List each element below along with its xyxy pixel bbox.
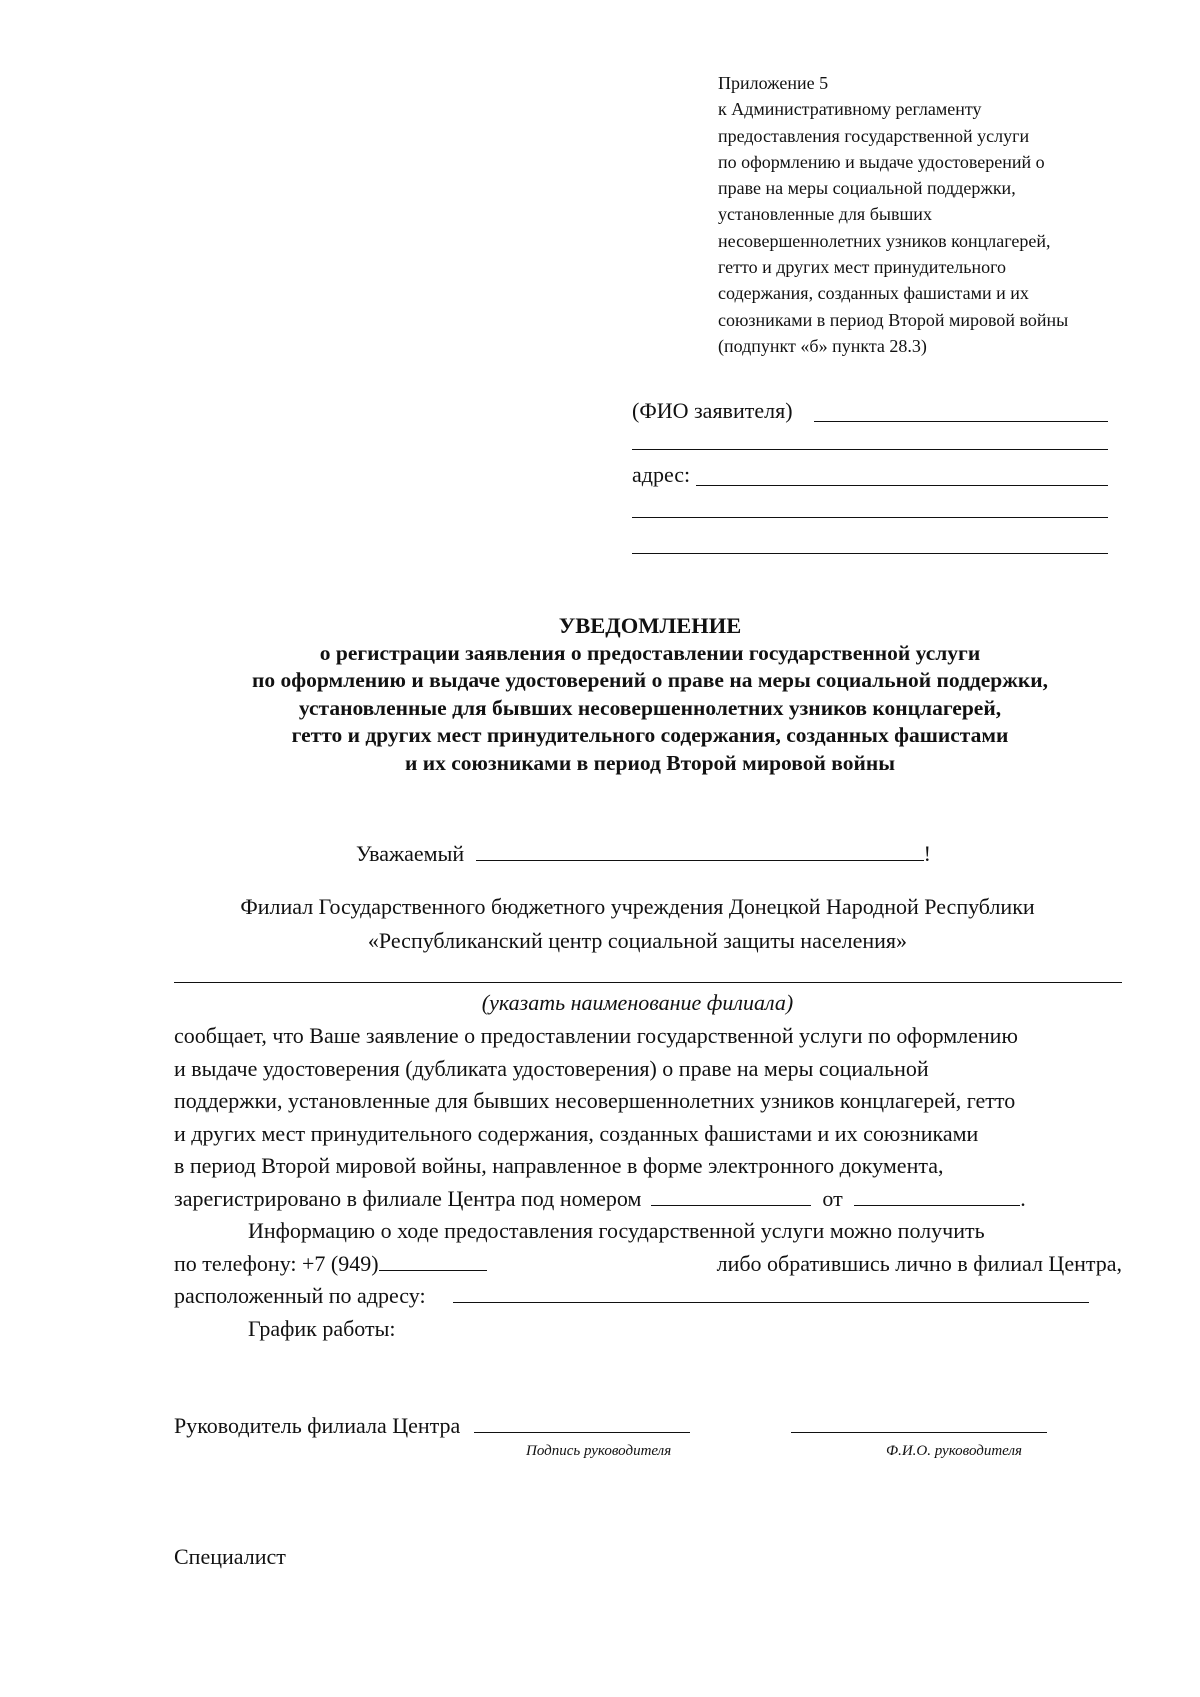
appendix-line: к Административному регламенту xyxy=(718,99,982,120)
branch-name-note: (указать наименование филиала) xyxy=(481,990,794,1015)
schedule-label: График работы: xyxy=(248,1315,396,1341)
recipient-name-field[interactable] xyxy=(476,838,924,861)
appendix-line: (подпункт «б» пункта 28.3) xyxy=(718,335,927,356)
applicant-address-field-3[interactable] xyxy=(632,553,1108,554)
body-line-text: сообщает, что Ваше заявление о предоставлении государственной услуги по оформлению xyxy=(174,1023,1018,1048)
greeting-end: ! xyxy=(923,841,931,866)
body-line-text: и других мест принудительного содержания, созданных фашистами и их союзниками xyxy=(174,1120,979,1146)
registration-line xyxy=(174,1183,1122,1216)
head-label: Руководитель филиала Центра xyxy=(174,1413,461,1438)
branch-line-1: Филиал Государственного бюджетного учреждения Донецкой Народной Республики xyxy=(240,894,1035,919)
applicant-address-field[interactable] xyxy=(696,485,1108,486)
branch-address-label: расположенный по адресу: xyxy=(174,1283,426,1308)
appendix-line: праве на меры социальной поддержки, xyxy=(718,178,1016,199)
notice-body xyxy=(174,1020,1122,1345)
body-line xyxy=(174,1020,1122,1053)
appendix-line: гетто и других мест принудительного xyxy=(718,257,1007,278)
address-line xyxy=(174,1280,1122,1313)
name-caption: Ф.И.О. руководителя xyxy=(886,1443,1022,1459)
specialist-label: Специалист xyxy=(174,1544,286,1569)
notice-title-line: и их союзниками в период Второй мировой войны xyxy=(404,750,896,775)
phone-line-rest: либо обратившись лично в филиал Центра, xyxy=(716,1250,1122,1276)
phone-number-field[interactable] xyxy=(379,1248,487,1271)
appendix-line: союзниками в период Второй мировой войны xyxy=(718,309,1069,330)
registration-label: зарегистрировано в филиале Центра под номером xyxy=(174,1185,642,1211)
notice-title-line: гетто и других мест принудительного содержания, созданных фашистами xyxy=(291,723,1009,747)
applicant-name-field-2[interactable] xyxy=(632,449,1108,450)
appendix-header xyxy=(718,70,1138,359)
greeting-line xyxy=(356,838,931,867)
registration-date-field[interactable] xyxy=(854,1183,1020,1206)
notice-title xyxy=(160,612,1140,777)
appendix-line: Приложение 5 xyxy=(718,73,829,93)
branch-address-field[interactable] xyxy=(453,1280,1089,1303)
applicant-block xyxy=(632,396,1108,556)
body-line xyxy=(174,1118,1122,1151)
branch-line-2: «Республиканский центр социальной защиты населения» xyxy=(367,928,908,953)
applicant-address-field-2[interactable] xyxy=(632,517,1108,518)
signature-caption: Подпись руководителя xyxy=(526,1443,672,1459)
applicant-name-row xyxy=(632,396,1108,428)
registration-dot: . xyxy=(1020,1185,1026,1211)
branch-name-field[interactable] xyxy=(174,982,1122,983)
applicant-name-row-2 xyxy=(632,428,1108,460)
body-line-text: и выдаче удостоверения (дубликата удостоверения) о праве на меры социальной xyxy=(174,1055,929,1081)
applicant-name-field[interactable] xyxy=(814,421,1108,422)
head-name-field[interactable] xyxy=(791,1410,1047,1433)
phone-label: по телефону: +7 (949) xyxy=(174,1250,379,1276)
applicant-address-row-3 xyxy=(632,524,1108,556)
branch-name xyxy=(160,890,1115,958)
body-line xyxy=(174,1085,1122,1118)
notice-title-line: установленные для бывших несовершеннолетних узников концлагерей, xyxy=(298,695,1002,720)
applicant-name-label: (ФИО заявителя) xyxy=(632,398,793,423)
notice-title-line: по оформлению и выдаче удостоверений о праве на меры социальной поддержки, xyxy=(252,668,1048,692)
body-line-text: поддержки, установленные для бывших несовершеннолетних узников концлагерей, гетто xyxy=(174,1088,1016,1113)
info-line-text: Информацию о ходе предоставления государственной услуги можно получить xyxy=(248,1218,985,1243)
schedule-line xyxy=(174,1313,1122,1346)
body-line xyxy=(174,1215,1122,1248)
notice-title-line: о регистрации заявления о предоставлении государственной услуги xyxy=(319,640,981,665)
registration-number-field[interactable] xyxy=(651,1183,811,1206)
body-line xyxy=(174,1150,1122,1183)
phone-label-group xyxy=(174,1248,487,1281)
appendix-line: несовершеннолетних узников концлагерей, xyxy=(718,230,1051,251)
registration-from-label: от xyxy=(822,1185,843,1211)
signature-block xyxy=(174,1410,1134,1439)
body-line-text: в период Второй мировой войны, направленное в форме электронного документа, xyxy=(174,1153,944,1178)
greeting-label: Уважаемый xyxy=(356,841,465,866)
applicant-address-label: адрес: xyxy=(632,462,691,487)
appendix-line: по оформлению и выдаче удостоверений о xyxy=(718,151,1045,172)
appendix-line: установленные для бывших xyxy=(718,204,932,225)
applicant-address-row-2 xyxy=(632,492,1108,524)
applicant-address-row xyxy=(632,460,1108,492)
phone-line xyxy=(174,1248,1122,1281)
appendix-line: содержания, созданных фашистами и их xyxy=(718,283,1029,304)
body-line xyxy=(174,1053,1122,1086)
head-signature-field[interactable] xyxy=(474,1410,690,1433)
appendix-line: предоставления государственной услуги xyxy=(718,125,1030,146)
notice-title-main: УВЕДОМЛЕНИЕ xyxy=(558,613,742,638)
